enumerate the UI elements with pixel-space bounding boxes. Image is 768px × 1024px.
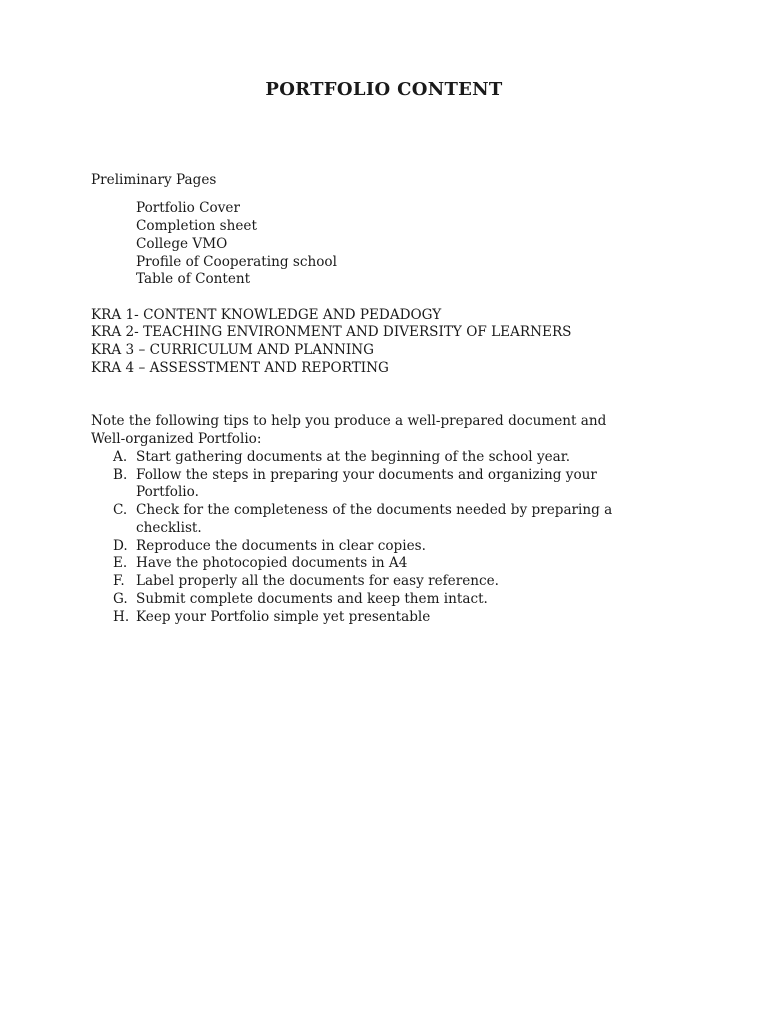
tip-text: Check for the completeness of the documents needed by preparing a <box>136 502 613 518</box>
tip-text: checklist. <box>136 520 202 536</box>
page-title: PORTFOLIO CONTENT <box>265 79 503 100</box>
preliminary-item: Portfolio Cover <box>136 200 240 216</box>
preliminary-heading: Preliminary Pages <box>91 172 217 188</box>
tip-letter: G. <box>113 591 128 607</box>
tips-intro: Note the following tips to help you produce a well-prepared document and <box>91 413 607 429</box>
tip-letter: C. <box>113 502 128 518</box>
preliminary-item: Table of Content <box>136 271 251 287</box>
tip-text: Portfolio. <box>136 484 199 500</box>
tip-text: Have the photocopied documents in A4 <box>136 555 408 571</box>
tip-letter: D. <box>113 538 128 554</box>
kra-item: KRA 4 – ASSESSTMENT AND REPORTING <box>91 360 389 376</box>
kra-item: KRA 1- CONTENT KNOWLEDGE AND PEDADOGY <box>91 307 442 323</box>
tip-text: Reproduce the documents in clear copies. <box>136 538 426 554</box>
tip-text: Label properly all the documents for easy reference. <box>136 573 499 589</box>
tip-letter: B. <box>113 467 128 483</box>
kra-item: KRA 2- TEACHING ENVIRONMENT AND DIVERSITY OF LEARNERS <box>91 324 572 340</box>
tip-text: Start gathering documents at the beginning of the school year. <box>136 449 571 465</box>
tip-letter: E. <box>113 555 128 571</box>
tip-text: Keep your Portfolio simple yet presentable <box>136 609 431 625</box>
tip-text: Follow the steps in preparing your documents and organizing your <box>136 467 597 483</box>
tip-text: Submit complete documents and keep them intact. <box>136 591 488 607</box>
tip-letter: F. <box>113 573 125 589</box>
preliminary-item: Profile of Cooperating school <box>136 254 337 270</box>
preliminary-item: College VMO <box>136 236 228 252</box>
tip-letter: H. <box>113 609 130 625</box>
tip-letter: A. <box>113 449 128 465</box>
kra-item: KRA 3 – CURRICULUM AND PLANNING <box>91 342 374 358</box>
tips-intro: Well-organized Portfolio: <box>91 431 262 447</box>
preliminary-item: Completion sheet <box>136 218 257 234</box>
